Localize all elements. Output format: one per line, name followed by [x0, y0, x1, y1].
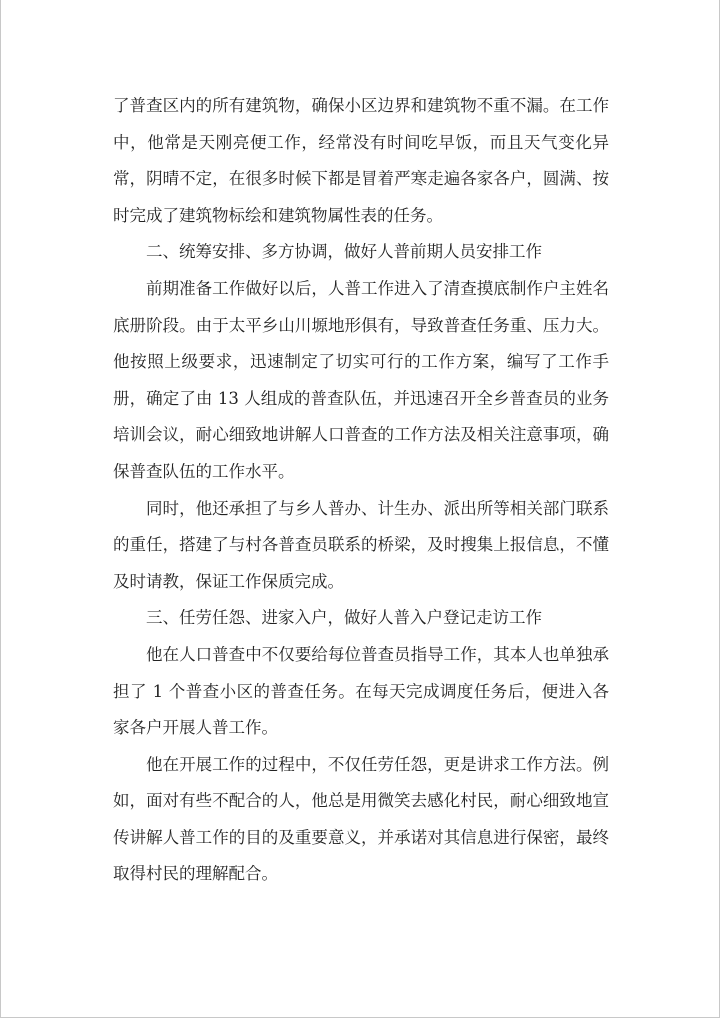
- paragraph-continuation: 了普查区内的所有建筑物，确保小区边界和建筑物不重不漏。在工作中，他常是天刚亮便工作，经常没有时间吃早饭，而且天气变化异常，阴晴不定，在很多时候下都是冒着严寒走遍各家各户，圆满、按时完成了建筑物标绘和建筑物属性表的任务。: [113, 96, 609, 225]
- document-body: [113, 88, 609, 893]
- paragraph: 他在开展工作的过程中，不仅任劳任怨，更是讲求工作方法。例如，面对有些不配合的人，他总是用微笑去感化村民，耐心细致地宣传讲解人普工作的目的及重要意义，并承诺对其信息进行保密，最终取得村民的理解配合。: [113, 754, 609, 884]
- paragraph: 他在人口普查中不仅要给每位普查员指导工作，其本人也单独承担了 1 个普查小区的普查任务。在每天完成调度任务后，便进入各家各户开展人普工作。: [113, 644, 609, 738]
- section-heading-2: 二、统筹安排、多方协调，做好人普前期人员安排工作: [146, 242, 542, 262]
- paragraph: 前期准备工作做好以后，人普工作进入了清查摸底制作户主姓名底册阶段。由于太平乡山川塬地形俱有，导致普查任务重、压力大。他按照上级要求，迅速制定了切实可行的工作方案，编写了工作手册，确定了由 13 人组成的普查队伍，并迅速召开全乡普查员的业务培训会议，耐心细致地讲解人口普查的工作方法及相关注意事项，确保普查队伍的工作水平。: [113, 278, 609, 481]
- paragraph: 同时，他还承担了与乡人普办、计生办、派出所等相关部门联系的重任，搭建了与村各普查员联系的桥梁，及时搜集上报信息，不懂及时请教，保证工作保质完成。: [113, 498, 609, 591]
- section-heading-3: 三、任劳任怨、进家入户，做好人普入户登记走访工作: [146, 608, 542, 628]
